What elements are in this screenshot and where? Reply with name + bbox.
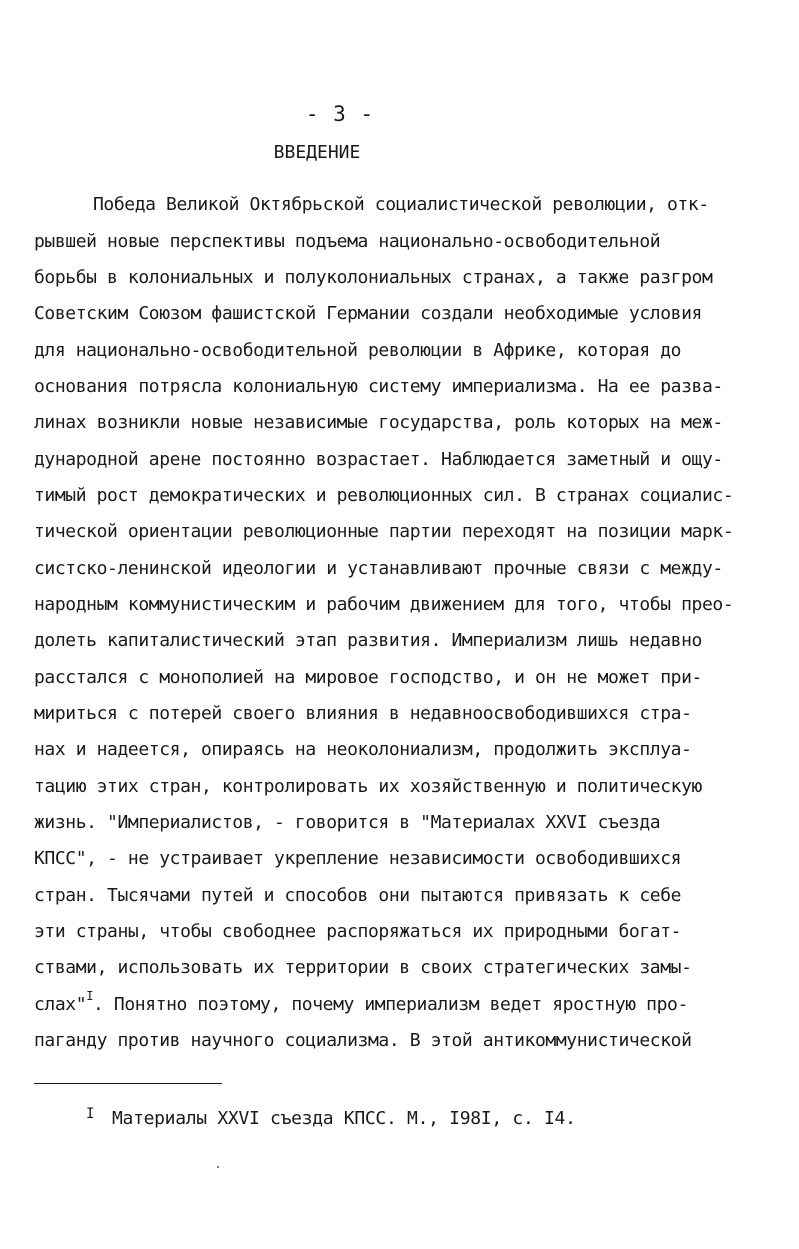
body-line: тацию этих стран, контролировать их хозяйственную и политическую — [34, 776, 702, 797]
body-line: долеть капиталистический этап развития. Империализм лишь недавно — [34, 630, 702, 651]
body-line: рывшей новые перспективы подъема национально-освободительной — [34, 231, 661, 252]
footnote-mark: I — [86, 1106, 95, 1122]
body-line: для национально-освободительной революции в Африке, которая до — [34, 340, 682, 361]
body-line: паганду против научного социализма. В этой антикоммунистической — [34, 1030, 692, 1051]
body-line: борьбы в колониальных и полуколониальных странах, а также разгром — [34, 267, 713, 288]
body-line: линах возникли новые независимые государства, роль которых на меж- — [34, 412, 723, 433]
body-line: тимый рост демократических и революционных сил. В странах социалис- — [34, 485, 734, 506]
body-line: тической ориентации революционные партии переходят на позиции марк- — [34, 521, 734, 542]
body-line: эти страны, чтобы свободнее распоряжаться их природными богат- — [34, 921, 682, 942]
body-line: ствами, использовать их территории в своих стратегических замы- — [34, 957, 692, 978]
body-line: дународной арене постоянно возрастает. Наблюдается заметный и ощу- — [34, 449, 723, 470]
body-line: жизнь. "Империалистов, - говорится в "Материалах XXVI съезда — [34, 812, 661, 833]
scan-speck — [217, 1166, 219, 1168]
body-line: стран. Тысячами путей и способов они пытаются привязать к себе — [34, 885, 682, 906]
body-line: нах и надеется, опираясь на неоколониализм, продолжить эксплуа- — [34, 739, 692, 760]
page-number: - 3 - — [305, 102, 375, 126]
body-line: народным коммунистическим и рабочим движением для того, чтобы прео- — [34, 594, 734, 615]
body-line: Победа Великой Октябрьской социалистической революции, отк- — [93, 194, 709, 215]
body-text-segment: . Понятно поэтому, почему империализм ведет яростную про- — [93, 994, 688, 1015]
body-line: КПСС", - не устраивает укрепление независимости освободившихся — [34, 848, 682, 869]
body-line: расстался с монополией на мировое господство, и он не может при- — [34, 667, 702, 688]
body-line — [34, 989, 754, 1018]
section-heading: ВВЕДЕНИЕ — [273, 142, 361, 163]
body-line: систско-ленинской идеологии и устанавливают прочные связи с между- — [34, 558, 723, 579]
footnote-separator — [34, 1083, 222, 1084]
body-line: основания потрясла колониальную систему империализма. На ее разва- — [34, 376, 723, 397]
body-line: Советским Союзом фашистской Германии создали необходимые условия — [34, 303, 702, 324]
footnote-reference[interactable]: I — [86, 989, 94, 1003]
body-line: мириться с потерей своего влияния в недавноосвободившихся стра- — [34, 703, 692, 724]
body-text-segment: слах" — [34, 994, 87, 1015]
footnote-text: Материалы XXVI съезда КПСС. М., I98I, с. I4. — [112, 1108, 576, 1129]
